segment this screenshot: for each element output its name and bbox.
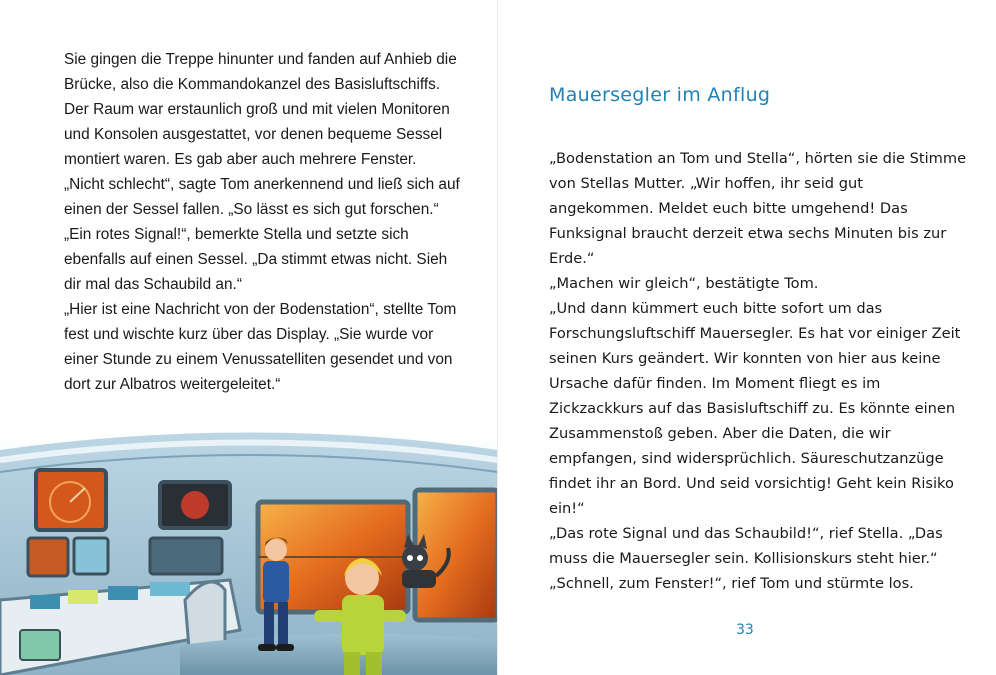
paragraph: „Nicht schlecht“, sagte Tom anerkennend und ließ sich auf einen der Sessel fallen. „So lässt es sich gut forschen.“ [64,176,460,218]
right-page [498,0,996,675]
paragraph: „Schnell, zum Fenster!“, rief Tom und stürmte los. [549,575,914,592]
paragraph: „Und dann kümmert euch bitte sofort um das Forschungsluftschiff Mauersegler. Es hat vor einiger Zeit seinen Kurs geändert. Wir konnten von hier aus keine Ursache dafür finden. Im Moment fliegt es im Zickzackkurs auf das Basisluftschiff zu. Es könnte einen Zusammenstoß geben. Aber die Daten, die wir empfangen, sind widersprüchlich. Säureschutzanzüge findet ihr an Bord. Und seid vorsichtig! Geht kein Risiko ein!“ [549,300,961,517]
bridge-illustration [0,430,498,675]
paragraph: „Hier ist eine Nachricht von der Bodenstation“, stellte Tom fest und wischte kurz über das Display. „Sie wurde vor einer Stunde zu einem Venussatelliten gesendet und von dort zur Albatros weitergeleitet.“ [64,301,457,393]
right-page-text [549,146,969,596]
page-number: 33 [736,622,754,638]
paragraph: Sie gingen die Treppe hinunter und fanden auf Anhieb die Brücke, also die Kommandokanzel des Basisluftschiffs. Der Raum war erstaunlich groß und mit vielen Monitoren und Konsolen ausgestattet, vor denen bequeme Sessel montiert waren. Es gab aber auch mehrere Fenster. [64,51,457,168]
left-page-text [64,47,464,397]
paragraph: „Bodenstation an Tom und Stella“, hörten sie die Stimme von Stellas Mutter. „Wir hoffen, ihr seid gut angekommen. Meldet euch bitte umgehend! Das Funksignal braucht derzeit etwa sechs Minuten bis zur Erde.“ [549,150,967,267]
paragraph: „Das rote Signal und das Schaubild!“, rief Stella. „Das muss die Mauersegler sein. Kollisionskurs steht hier.“ [549,525,943,567]
chapter-title: Mauersegler im Anflug [549,84,771,106]
paragraph: „Ein rotes Signal!“, bemerkte Stella und setzte sich ebenfalls auf einen Sessel. „Da stimmt etwas nicht. Sieh dir mal das Schaubild an.“ [64,226,448,293]
paragraph: „Machen wir gleich“, bestätigte Tom. [549,275,819,292]
